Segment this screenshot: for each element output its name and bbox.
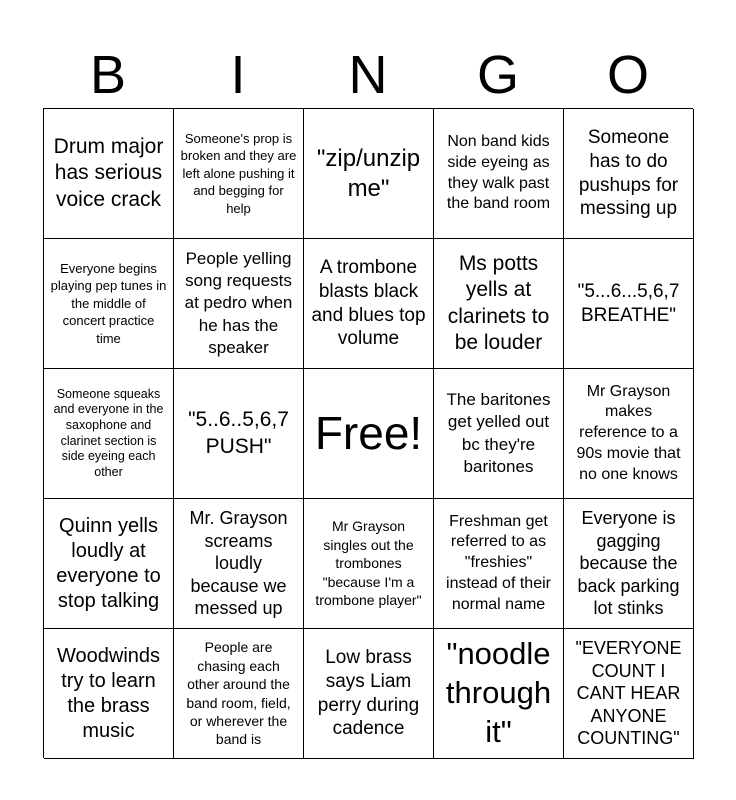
bingo-cell-r1c3[interactable]: "zip/unzip me" <box>304 109 434 239</box>
bingo-cell-r5c3[interactable]: Low brass says Liam perry during cadence <box>304 629 434 759</box>
bingo-cell-r3c5[interactable]: Mr Grayson makes reference to a 90s movie that no one knows <box>564 369 694 499</box>
bingo-cell-r1c1[interactable]: Drum major has serious voice crack <box>44 109 174 239</box>
bingo-header <box>43 42 693 108</box>
bingo-cell-r2c5[interactable]: "5...6...5,6,7 BREATHE" <box>564 239 694 369</box>
bingo-cell-r3c2[interactable]: "5..6..5,6,7 PUSH" <box>174 369 304 499</box>
bingo-cell-r2c2[interactable]: People yelling song requests at pedro when he has the speaker <box>174 239 304 369</box>
bingo-cell-r3c4[interactable]: The baritones get yelled out bc they're baritones <box>434 369 564 499</box>
header-letter-b: B <box>89 45 127 105</box>
bingo-cell-r5c4[interactable]: "noodle through it" <box>434 629 564 759</box>
bingo-cell-r4c4[interactable]: Freshman get referred to as "freshies" instead of their normal name <box>434 499 564 629</box>
header-letter-o: O <box>606 45 649 105</box>
bingo-cell-r1c2[interactable]: Someone's prop is broken and they are left alone pushing it and begging for help <box>174 109 304 239</box>
bingo-cell-r4c5[interactable]: Everyone is gagging because the back parking lot stinks <box>564 499 694 629</box>
bingo-board <box>43 108 693 758</box>
bingo-cell-r5c1[interactable]: Woodwinds try to learn the brass music <box>44 629 174 759</box>
bingo-cell-r5c2[interactable]: People are chasing each other around the band room, field, or wherever the band is <box>174 629 304 759</box>
bingo-cell-r4c2[interactable]: Mr. Grayson screams loudly because we messed up <box>174 499 304 629</box>
bingo-cell-r4c3[interactable]: Mr Grayson singles out the trombones "because I'm a trombone player" <box>304 499 434 629</box>
bingo-cell-r4c1[interactable]: Quinn yells loudly at everyone to stop talking <box>44 499 174 629</box>
bingo-cell-r1c4[interactable]: Non band kids side eyeing as they walk past the band room <box>434 109 564 239</box>
bingo-cell-r2c3[interactable]: A trombone blasts black and blues top volume <box>304 239 434 369</box>
header-letter-g: G <box>476 45 519 105</box>
bingo-cell-r2c4[interactable]: Ms potts yells at clarinets to be louder <box>434 239 564 369</box>
header-letter-i: I <box>230 45 246 105</box>
header-letter-n: N <box>348 45 388 105</box>
bingo-cell-r2c1[interactable]: Everyone begins playing pep tunes in the middle of concert practice time <box>44 239 174 369</box>
bingo-free-space[interactable]: Free! <box>304 369 434 499</box>
bingo-cell-r1c5[interactable]: Someone has to do pushups for messing up <box>564 109 694 239</box>
bingo-cell-r5c5[interactable]: "EVERYONE COUNT I CANT HEAR ANYONE COUNTING" <box>564 629 694 759</box>
bingo-cell-r3c1[interactable]: Someone squeaks and everyone in the saxophone and clarinet section is side eyeing each other <box>44 369 174 499</box>
